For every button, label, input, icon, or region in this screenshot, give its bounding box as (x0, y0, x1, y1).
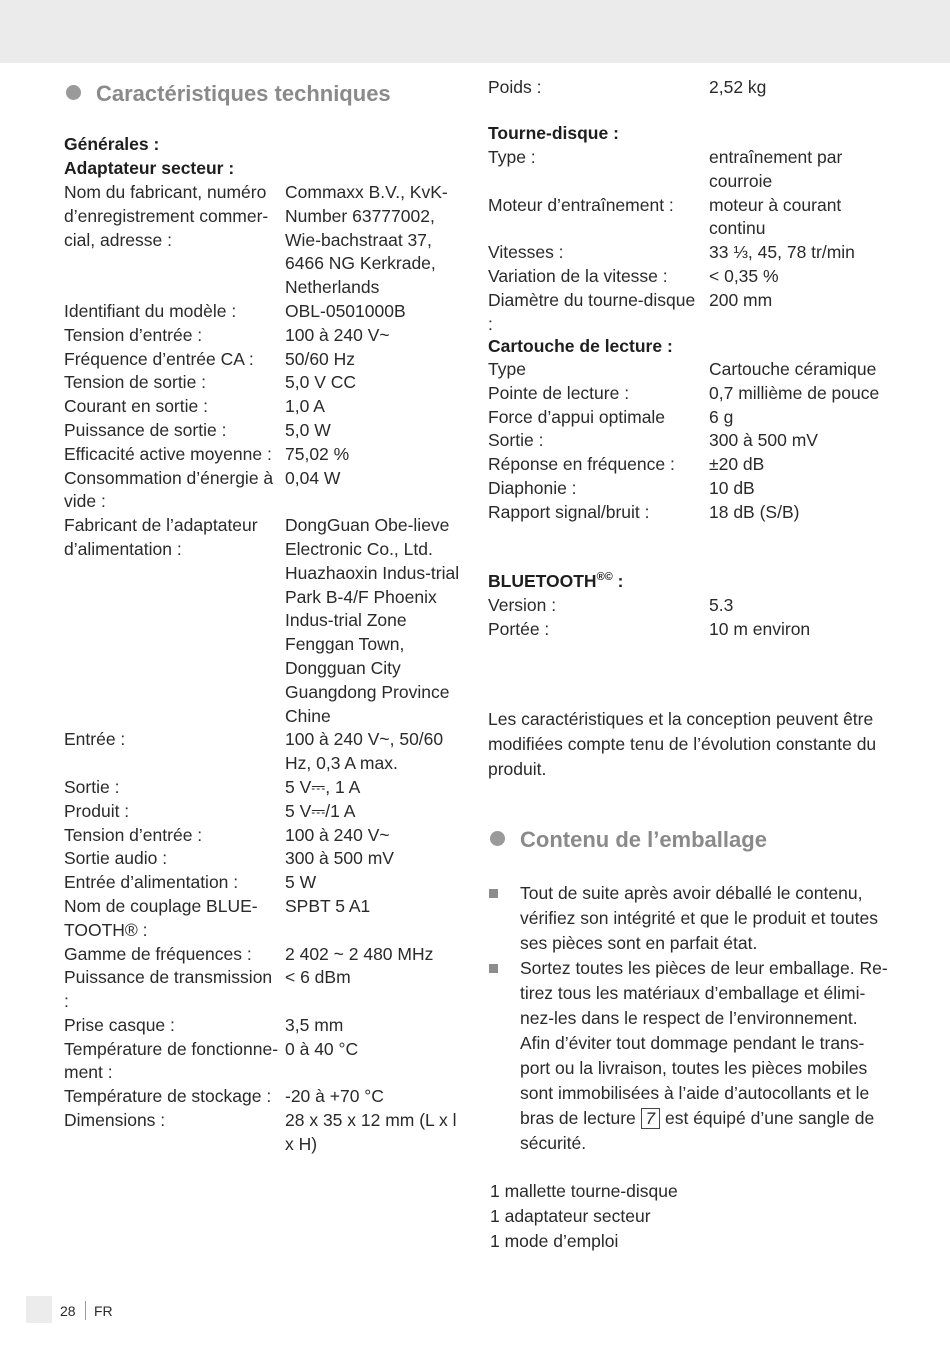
spec-row (64, 1038, 464, 1086)
spec-label: Sortie : (64, 776, 120, 797)
spec-row (64, 348, 464, 372)
spec-value: 100 à 240 V~, 50/60 Hz, 0,3 A max. (285, 729, 444, 774)
spec-row (488, 594, 888, 618)
spec-label: Courant en sortie : (64, 396, 208, 417)
spec-row (64, 443, 464, 467)
subheading-turntable: Tourne-disque : (488, 123, 619, 143)
spec-label: Tension d’entrée : (64, 824, 203, 845)
spec-value: 50/60 Hz (285, 348, 356, 369)
spec-value: 10 dB (709, 477, 755, 498)
subheading-adapter: Adaptateur secteur : (64, 158, 235, 178)
spec-label: Tension d’entrée : (64, 324, 203, 345)
spec-row (64, 1109, 464, 1157)
spec-row (64, 824, 464, 848)
spec-label: Pointe de lecture : (488, 382, 630, 403)
spec-value: OBL-0501000B (285, 300, 406, 321)
spec-value: 300 à 500 mV (709, 430, 818, 451)
spec-label: Efficacité active moyenne : (64, 443, 272, 464)
language-code: FR (94, 1303, 113, 1319)
spec-value: -20 à +70 °C (285, 1086, 384, 1107)
spec-label: Entrée : (64, 729, 126, 750)
spec-row (488, 453, 888, 477)
package-contents-list (490, 1179, 890, 1254)
spec-row (488, 501, 888, 525)
spec-value: 5 W (285, 872, 317, 893)
spec-value: Cartouche céramique (709, 359, 877, 379)
spec-row (488, 76, 888, 100)
spec-value: DongGuan Obe-lieve Electronic Co., Ltd. Huazhaoxin Indus-trial Park B-4/F Phoenix Indus-trial Zone Fenggan Town, Dongguan City Guangdong Province Chine (285, 515, 460, 726)
spec-label: Dimensions : (64, 1110, 166, 1131)
footer-marker (26, 1296, 52, 1323)
instruction-text: est équipé d’une sangle de sécurité. (520, 1108, 875, 1153)
square-bullet-icon (489, 964, 498, 973)
spec-row (488, 146, 888, 194)
square-bullet-icon (489, 889, 498, 898)
bluetooth-trademark: ®© (596, 571, 613, 583)
spec-value: moteur à courant continu (709, 194, 842, 239)
package-item: 1 mallette tourne-disque (490, 1181, 678, 1201)
bluetooth-colon: : (612, 571, 624, 591)
spec-value: 5.3 (709, 595, 734, 615)
spec-label: Portée : (488, 618, 550, 639)
spec-row (488, 358, 888, 382)
spec-value: 0,04 W (285, 467, 341, 488)
spec-row (64, 419, 464, 443)
spec-label: Diamètre du tourne-disque : (488, 289, 696, 334)
spec-label: Type (488, 359, 526, 379)
spec-value: 200 mm (709, 289, 773, 310)
spec-row (64, 847, 464, 871)
spec-value: 2,52 kg (709, 77, 767, 97)
spec-label: Moteur d’entraînement : (488, 194, 674, 215)
spec-row (488, 382, 888, 406)
instruction-text: Tout de suite après avoir déballé le contenu, vérifiez son intégrité et que le produit et toutes ses pièces sont en parfait état. (520, 883, 878, 953)
spec-value: < 0,35 % (709, 265, 779, 286)
spec-label: Sortie audio : (64, 848, 168, 869)
spec-row (64, 181, 464, 300)
bluetooth-heading-text: BLUETOOTH (488, 571, 597, 591)
section-heading-text: Caractéristiques techniques (96, 81, 391, 106)
spec-label: Entrée d’alimentation : (64, 872, 239, 893)
spec-row (64, 895, 464, 943)
spec-label: Tension de sortie : (64, 372, 207, 393)
spec-value: 6 g (709, 406, 734, 427)
spec-table-turntable (488, 146, 888, 336)
spec-row (64, 467, 464, 515)
spec-label: Variation de la vitesse : (488, 265, 668, 286)
spec-label: Fabricant de l’adaptateur d’alimentation : (64, 515, 258, 559)
disclaimer-note: Les caractéristiques et la conception peuvent être modifiées compte tenu de l’évolution constante du produit. (488, 709, 877, 779)
spec-row (488, 194, 888, 242)
spec-row (488, 241, 888, 265)
spec-label: Nom du fabricant, numéro d’enregistrement commer-cial, adresse : (64, 182, 269, 250)
spec-row (488, 265, 888, 289)
spec-value: ±20 dB (709, 454, 765, 475)
spec-value: 5,0 W (285, 419, 331, 440)
spec-value: 1,0 A (285, 396, 325, 417)
spec-label: Type : (488, 147, 536, 167)
spec-row (64, 871, 464, 895)
instruction-item (488, 881, 888, 956)
spec-label: Force d’appui optimale (488, 406, 666, 427)
section-heading-tech (96, 82, 391, 106)
spec-row (64, 324, 464, 348)
spec-value: 2 402 ~ 2 480 MHz (285, 943, 434, 964)
spec-label: Gamme de fréquences : (64, 943, 252, 964)
spec-value: 100 à 240 V~ (285, 324, 390, 345)
spec-table-cartridge (488, 358, 888, 525)
spec-row (64, 514, 464, 728)
spec-value: < 6 dBm (285, 967, 351, 988)
spec-value: 0,7 millième de pouce (709, 382, 880, 403)
package-item: 1 mode d’emploi (490, 1231, 619, 1251)
spec-value: 300 à 500 mV (285, 848, 394, 869)
spec-row (488, 477, 888, 501)
section-heading-contents (520, 828, 767, 852)
spec-row (64, 800, 464, 824)
spec-row (64, 776, 464, 800)
spec-label: Consommation d’énergie à vide : (64, 467, 274, 512)
subheading-cartridge: Cartouche de lecture : (488, 336, 673, 356)
spec-value: entraînement par courroie (709, 147, 843, 191)
spec-table-weight (488, 76, 888, 100)
instruction-text: Sortez toutes les pièces de leur emballage. Re-tirez tous les matériaux d’emballage et élimi-nez-les dans le respect de l’environnement. Afin d’éviter tout dommage pendant le trans-port ou la livraison, toutes les pièces mobiles sont immobilisées à l’aide d’autocollants et le bras de lecture (520, 958, 888, 1128)
spec-row (64, 371, 464, 395)
spec-value: 5 V⎓/1 A (285, 800, 356, 821)
spec-label: Prise casque : (64, 1014, 175, 1035)
subheading-bluetooth (488, 570, 624, 594)
spec-row (488, 618, 888, 642)
spec-table-general (64, 181, 464, 1157)
spec-label: Réponse en fréquence : (488, 454, 675, 475)
spec-table-bluetooth (488, 594, 888, 642)
part-reference-badge: 7 (641, 1108, 660, 1129)
spec-label: Version : (488, 595, 557, 615)
spec-value: 75,02 % (285, 443, 350, 464)
spec-label: Température de stockage : (64, 1086, 272, 1107)
spec-value: 28 x 35 x 12 mm (L x l x H) (285, 1110, 457, 1154)
spec-label: Produit : (64, 800, 130, 821)
subheading-general: Générales : (64, 134, 160, 154)
spec-label: Puissance de transmission : (64, 967, 273, 1012)
spec-value: 5,0 V CC (285, 372, 356, 393)
page-number: 28 (60, 1303, 76, 1319)
bullet-dot-icon (66, 85, 81, 100)
section-heading-text: Contenu de l’emballage (520, 827, 767, 852)
spec-label: Vitesses : (488, 242, 564, 263)
spec-value: SPBT 5 A1 (285, 895, 371, 916)
spec-row (64, 395, 464, 419)
spec-row (488, 429, 888, 453)
spec-row (64, 966, 464, 1014)
header-band (0, 0, 950, 63)
spec-label: Rapport signal/bruit : (488, 501, 650, 522)
instruction-list (488, 881, 888, 1156)
spec-value: 3,5 mm (285, 1014, 344, 1035)
spec-label: Puissance de sortie : (64, 419, 227, 440)
package-item: 1 adaptateur secteur (490, 1206, 651, 1226)
spec-value: 100 à 240 V~ (285, 824, 390, 845)
spec-value: Commaxx B.V., KvK-Number 63777002, Wie-bachstraat 37, 6466 NG Kerkrade, Netherlands (285, 182, 448, 298)
spec-value: 5 V⎓, 1 A (285, 776, 361, 797)
spec-row (64, 1085, 464, 1109)
instruction-item (488, 956, 888, 1156)
spec-label: Identifiant du modèle : (64, 300, 237, 321)
spec-label: Poids : (488, 77, 542, 97)
spec-label: Nom de couplage BLUE-TOOTH® : (64, 895, 258, 940)
spec-row (64, 1014, 464, 1038)
spec-label: Diaphonie : (488, 477, 577, 498)
footer-divider (85, 1301, 86, 1320)
spec-value: 10 m environ (709, 618, 811, 639)
bullet-dot-icon (490, 831, 505, 846)
spec-row (488, 406, 888, 430)
spec-label: Sortie : (488, 430, 544, 451)
spec-label: Fréquence d’entrée CA : (64, 348, 254, 369)
spec-row (64, 943, 464, 967)
spec-row (488, 289, 888, 337)
spec-label: Température de fonctionne-ment : (64, 1038, 279, 1083)
spec-value: 0 à 40 °C (285, 1038, 359, 1059)
spec-value: 18 dB (S/B) (709, 501, 800, 522)
spec-row (64, 728, 464, 776)
spec-row (64, 300, 464, 324)
spec-value: 33 ⅓, 45, 78 tr/min (709, 242, 855, 263)
